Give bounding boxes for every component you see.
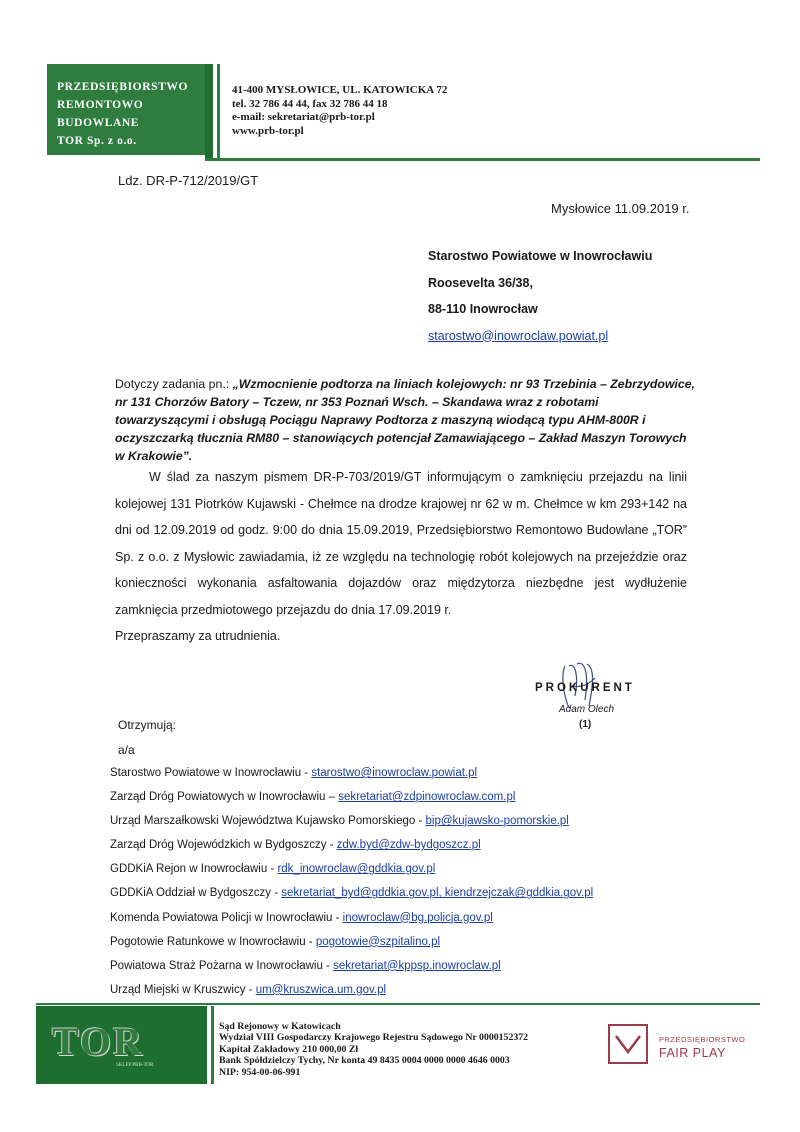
company-name-line: TOR Sp. z o.o. xyxy=(57,135,137,147)
footer-line: Sąd Rejonowy w Katowicach xyxy=(219,1021,341,1032)
footer-line: Kapitał Zakładowy 210 000,00 Zł xyxy=(219,1043,359,1055)
recipient-block xyxy=(428,249,652,355)
header-divider xyxy=(205,158,760,161)
recipient-city: 88-110 Inowrocław xyxy=(428,302,538,316)
email-link[interactable]: um@kruszwica.um.gov.pl xyxy=(255,983,387,996)
distribution-heading: Otrzymują: xyxy=(118,718,177,732)
email-link[interactable]: zdw.byd@zdw-bydgoszcz.pl xyxy=(336,839,481,852)
footer-line: NIP: 954-00-06-991 xyxy=(219,1066,301,1078)
fairplay-label-big: FAIR PLAY xyxy=(659,1046,726,1060)
email-link[interactable]: sekretariat@zdpinowroclaw.com.pl xyxy=(338,791,516,804)
email-link[interactable]: rdk_inowroclaw@gddkia.gov.pl xyxy=(277,863,436,876)
recipient-email-link[interactable]: starostwo@inowroclaw.powiat.pl xyxy=(428,328,609,343)
letter-body xyxy=(115,464,687,650)
footer-bar xyxy=(211,1006,214,1084)
subject-block xyxy=(115,375,695,465)
apology-line: Przepraszamy za utrudnienia. xyxy=(115,629,281,643)
website-line: www.prb-tor.pl xyxy=(232,124,304,137)
recipient-label: Urząd Miejski w Kruszwicy - xyxy=(110,983,256,996)
list-item xyxy=(110,861,593,885)
company-name-line: BUDOWLANE xyxy=(57,117,140,129)
recipient-label: Zarząd Dróg Powiatowych w Inowrocławiu – xyxy=(110,791,339,804)
recipient-label: Zarząd Dróg Wojewódzkich w Bydgoszczy - xyxy=(110,839,337,852)
tor-logo-text: TOR xyxy=(52,1019,144,1064)
list-item xyxy=(110,765,593,789)
company-contact xyxy=(232,84,447,138)
address-line: 41-400 MYSŁOWICE, UL. KATOWICKA 72 xyxy=(232,84,448,96)
footer-divider xyxy=(36,1003,760,1005)
company-logo-box xyxy=(47,64,205,155)
email-line: e-mail: sekretariat@prb-tor.pl xyxy=(232,111,375,123)
recipient-label: Powiatowa Straż Pożarna w Inowrocławiu - xyxy=(110,959,334,972)
recipient-label: Urząd Marszałkowski Województwa Kujawsko Pomorskiego - xyxy=(110,815,426,828)
list-item xyxy=(110,813,593,837)
recipient-label: Pogotowie Ratunkowe w Inowrocławiu - xyxy=(110,935,316,948)
signature-title: PROKURENT xyxy=(535,682,635,694)
recipient-name: Starostwo Powiatowe w Inowrocławiu xyxy=(428,249,653,263)
recipient-label: GDDKiA Oddział w Bydgoszczy - xyxy=(110,887,282,900)
email-link[interactable]: inowroclaw@bg.policja.gov.pl xyxy=(342,911,493,924)
phone-line: tel. 32 786 44 44, fax 32 786 44 18 xyxy=(232,97,388,110)
list-item xyxy=(110,885,593,909)
place-date: Mysłowice 11.09.2019 r. xyxy=(551,201,690,216)
company-name-line: REMONTOWO xyxy=(57,99,144,111)
footer-company-info xyxy=(219,1021,528,1078)
reference-number: Ldz. DR-P-712/2019/GT xyxy=(118,173,259,188)
distribution-list xyxy=(110,765,593,1006)
list-item xyxy=(110,934,593,958)
body-paragraph: W ślad za naszym pismem DR-P-703/2019/GT informującym o zamknięciu przejazdu na linii kolejowej 131 Piotrków Kujawski - Chełmce na drodze krajowej nr 62 w m. Chełmce w km 293+142 na dni od 12.09.2019 od godz. 9:00 do dnia 15.09.2019, Przedsiębiorstwo Remontowo Budowlane „TOR” Sp. z o.o. z Mysłowic zawiadamia, iż ze względu na technologię robót kolejowych na przejeździe oraz konieczności wykonania asfaltowania dojazdów oraz międzytorza niezbędne jest wydłużenie zamknięcia przedmiotowego przejazdu do dnia 17.09.2019 r. xyxy=(115,470,687,617)
footer-logo xyxy=(36,1006,199,1084)
list-item xyxy=(110,837,593,861)
signature-number: (1) xyxy=(579,719,592,730)
header-bar xyxy=(205,64,213,161)
header-bar xyxy=(217,64,220,161)
footer-line: Bank Spółdzielczy Tychy, Nr konta 49 8435 0004 0000 0000 4646 0003 xyxy=(219,1055,510,1067)
recipient-label: GDDKiA Rejon w Inowrocławiu - xyxy=(110,863,278,876)
subject-prefix: Dotyczy zadania pn.: xyxy=(115,377,233,391)
company-name-line: PRZEDSIĘBIORSTWO xyxy=(57,81,189,93)
recipient-label: Komenda Powiatowa Policji w Inowrocławiu - xyxy=(110,911,343,924)
distribution-aa: a/a xyxy=(118,743,135,757)
email-link[interactable]: starostwo@inowroclaw.powiat.pl xyxy=(311,767,478,779)
list-item xyxy=(110,789,593,813)
email-link[interactable]: sekretariat_byd@gddkia.gov.pl, kiendrzejczak@gddkia.gov.pl xyxy=(281,887,594,900)
footer-bar xyxy=(199,1006,207,1084)
fairplay-label-small: PRZEDSIĘBIORSTWO xyxy=(659,1035,746,1044)
list-item xyxy=(110,910,593,934)
recipient-street: Roosevelta 36/38, xyxy=(428,275,533,290)
signature-name: Adam Olech xyxy=(559,704,615,715)
recipient-label: Starostwo Powiatowe w Inowrocławiu - xyxy=(110,767,312,779)
subject-title: „Wzmocnienie podtorza na liniach kolejowych: nr 93 Trzebinia – Zebrzydowice, nr 131 Chorzów Batory – Tczew, nr 353 Poznań Wsch. – Skandawa wraz z robotami towarzyszącymi i obsługą Pociągu Naprawy Podtorza z maszyną wiodącą typu AHM-800R i oczyszczarką tłucznia RM80 – stanowiących potencjał Zamawiającego – Zakład Maszyn Torowych w Krakowie”. xyxy=(115,377,695,463)
email-link[interactable]: sekretariat@kppsp.inowroclaw.pl xyxy=(333,959,501,972)
list-item xyxy=(110,958,593,982)
fairplay-logo-icon xyxy=(608,1024,648,1064)
email-link[interactable]: bip@kujawsko-pomorskie.pl xyxy=(425,815,569,828)
email-link[interactable]: pogotowie@szpitalino.pl xyxy=(315,935,441,948)
footer-line: Wydział VIII Gospodarczy Krajowego Rejestru Sądowego Nr 0000152372 xyxy=(219,1032,529,1044)
tor-logo-subtext: SKLEP PRB-TOR xyxy=(116,1063,154,1068)
signature-stamp xyxy=(535,656,645,736)
